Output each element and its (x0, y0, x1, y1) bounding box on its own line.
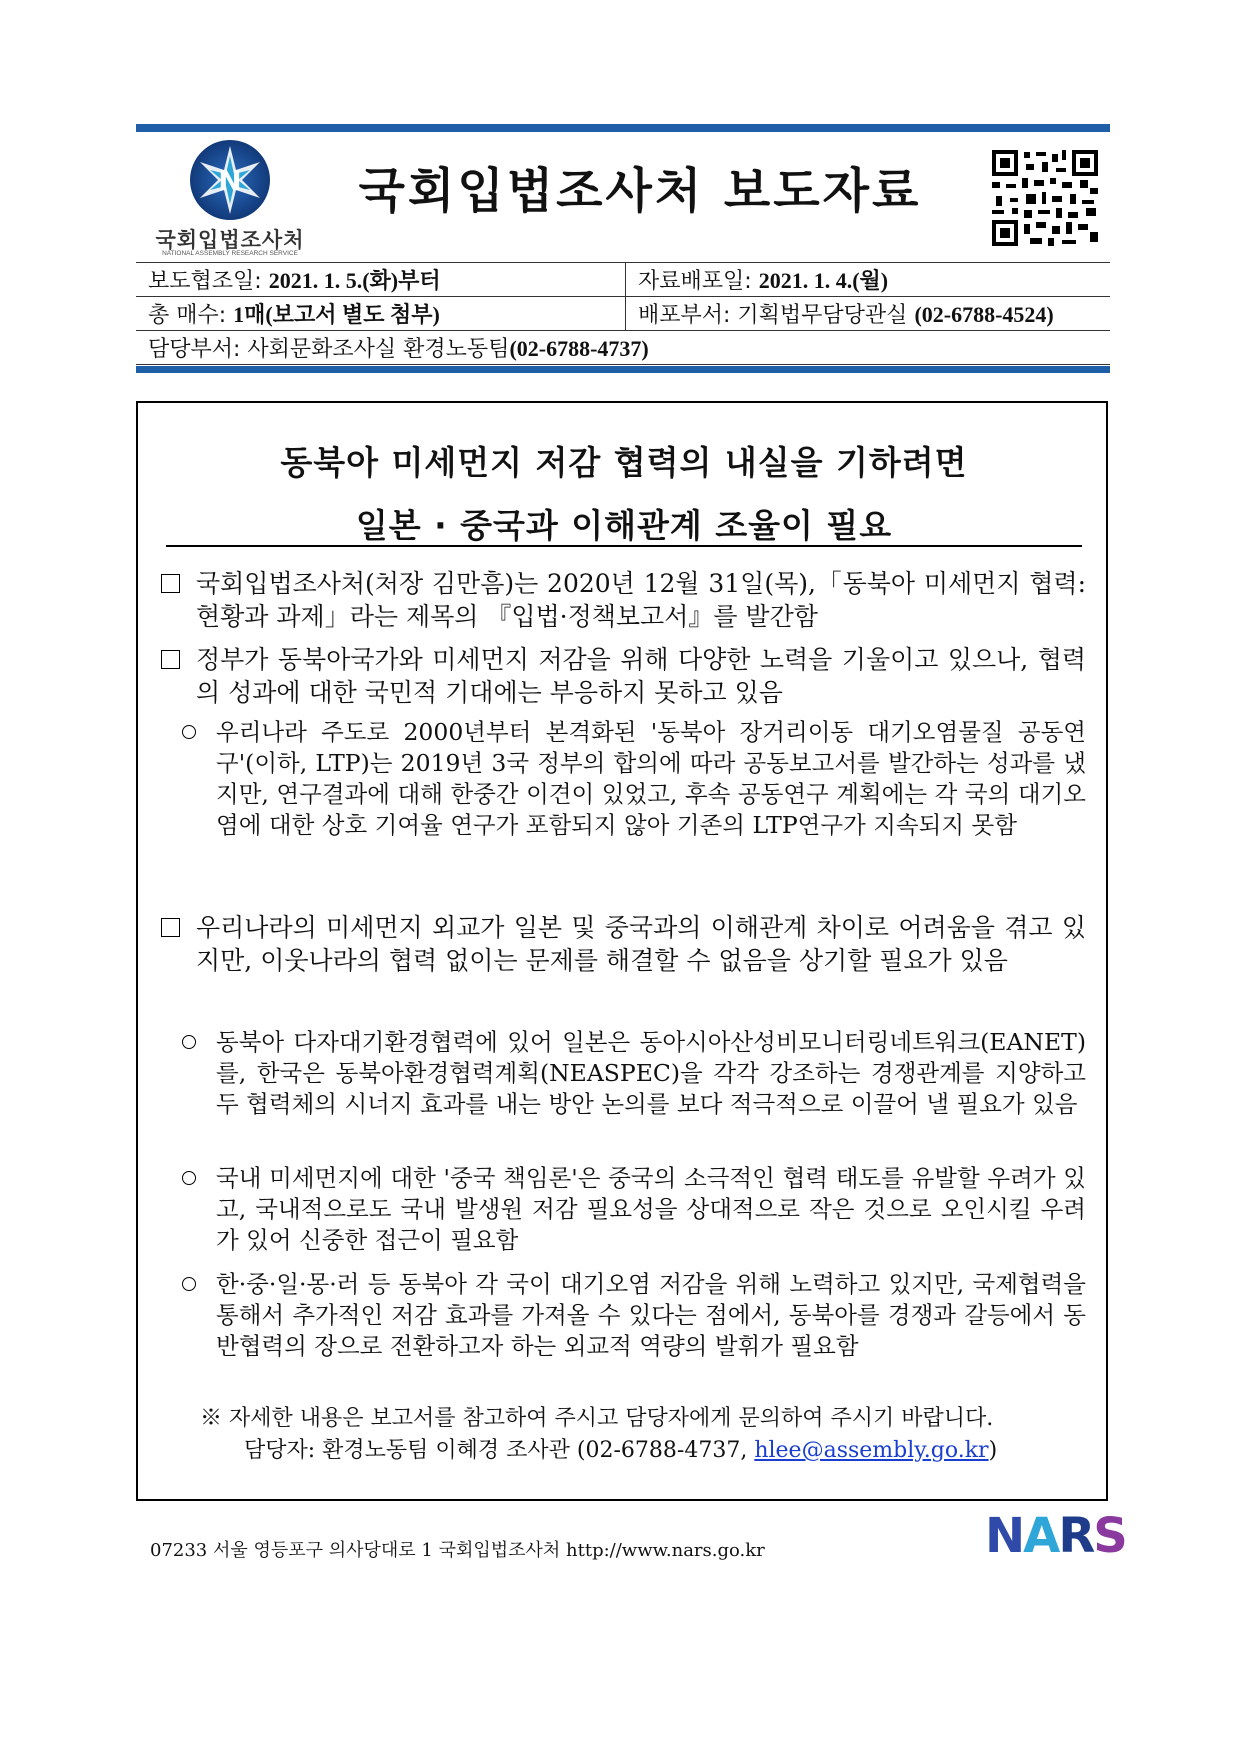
contact-person-text: 담당자: 환경노동팀 이혜경 조사관 (02-6788-4737, (244, 1438, 755, 1463)
nars-logo (150, 140, 310, 260)
distribution-dept-phone: (02-6788-4524) (914, 302, 1054, 327)
circle-bullet-icon (182, 1035, 196, 1049)
top-divider-bar (136, 124, 1110, 132)
qr-code-icon[interactable] (990, 148, 1100, 248)
circle-bullet-icon (182, 1277, 196, 1291)
nars-logo-a: A (1023, 1508, 1059, 1564)
square-bullet-icon (161, 574, 180, 593)
release-date-value: 2021. 1. 4.(월) (758, 268, 889, 293)
distribution-dept-name: 기획법무담당관실 (737, 303, 908, 328)
embargo-cell (136, 263, 626, 297)
nars-logo-s: S (1093, 1508, 1126, 1564)
contact-dept-name: 사회문화조사실 환경노동팀 (247, 337, 510, 362)
paragraph-3-sub-1-text: 동북아 다자대기환경협력에 있어 일본은 동아시아산성비모니터링네트워크(EANET)를, 한국은 동북아환경협력계획(NEASPEC)을 각각 강조하는 경쟁관계를 지양하고 두 협력체의 시너지 효과를 내는 방안 논의를 보다 적극적으로 이끌어 낼 필요가 있음 (216, 1028, 1086, 1118)
contact-dept-label: 담당부서: (148, 337, 241, 362)
paragraph-2 (196, 643, 1086, 709)
circle-bullet-icon (182, 1171, 196, 1185)
nars-footer-logo (985, 1508, 1126, 1564)
contact-dept-phone: (02-6788-4737) (509, 336, 649, 361)
headline-divider (166, 545, 1082, 547)
paragraph-1-text: 국회입법조사처(처장 김만흠)는 2020년 12월 31일(목),「동북아 미세먼지 협력: 현황과 과제」라는 제목의 『입법·정책보고서』를 발간함 (196, 569, 1086, 631)
paragraph-2-text: 정부가 동북아국가와 미세먼지 저감을 위해 다양한 노력을 기울이고 있으나, 협력의 성과에 대한 국민적 기대에는 부응하지 못하고 있음 (196, 645, 1086, 707)
page-count-value: 1매(보고서 별도 첨부) (233, 302, 440, 327)
square-bullet-icon (161, 918, 180, 937)
paragraph-3-sub-1 (216, 1027, 1086, 1120)
paragraph-3-text: 우리나라의 미세먼지 외교가 일본 및 중국과의 이해관계 차이로 어려움을 겪고 있지만, 이웃나라의 협력 없이는 문제를 해결할 수 없음을 상기할 필요가 있음 (196, 913, 1086, 975)
header-bottom-bar (136, 366, 1110, 373)
nars-logo-r: R (1058, 1508, 1094, 1564)
paragraph-3-sub-2-text: 국내 미세먼지에 대한 '중국 책임론'은 중국의 소극적인 협력 태도를 유발할 우려가 있고, 국내적으로도 국내 발생원 저감 필요성을 상대적으로 작은 것으로 오인시킬 우려가 있어 신중한 접근이 필요함 (216, 1164, 1086, 1254)
logo-org-name: 국회입법조사처 (155, 228, 305, 252)
square-bullet-icon (161, 650, 180, 669)
reference-note: ※ 자세한 내용은 보고서를 참고하여 주시고 담당자에게 문의하여 주시기 바랍니다. (200, 1406, 994, 1431)
release-info-table (136, 262, 1110, 365)
contact-dept-cell (136, 331, 1110, 365)
logo-org-name-en: NATIONAL ASSEMBLY RESEARCH SERVICE (162, 250, 298, 257)
distribution-dept-label: 배포부서: (638, 303, 731, 328)
contact-email-link[interactable]: hlee@assembly.go.kr (754, 1438, 989, 1463)
logo-emblem-icon (190, 140, 270, 220)
contact-person-line (244, 1435, 997, 1467)
page-count-cell (136, 297, 626, 331)
headline-line-1: 동북아 미세먼지 저감 협력의 내실을 기하려면 (280, 443, 968, 482)
svg-text:N: N (218, 164, 242, 197)
footer-address: 07233 서울 영등포구 의사당대로 1 국회입법조사처 http://www.nars.go.kr (150, 1540, 765, 1561)
embargo-label: 보도협조일: (148, 269, 262, 294)
release-date-label: 자료배포일: (638, 269, 752, 294)
paragraph-2-sub-1-text: 우리나라 주도로 2000년부터 본격화된 '동북아 장거리이동 대기오염물질 공동연구'(이하, LTP)는 2019년 3국 정부의 합의에 따라 공동보고서를 발간하는 성과를 냈지만, 연구결과에 대해 한중간 이견이 있었고, 후속 공동연구 계획에는 각 국의 대기오염에 대한 상호 기여율 연구가 포함되지 않아 기존의 LTP연구가 지속되지 못함 (216, 718, 1086, 839)
paragraph-3-sub-3-text: 한·중·일·몽·러 등 동북아 각 국이 대기오염 저감을 위해 노력하고 있지만, 국제협력을 통해서 추가적인 저감 효과를 가져올 수 있다는 점에서, 동북아를 경쟁과 갈등에서 동반협력의 장으로 전환하고자 하는 외교적 역량의 발휘가 필요함 (216, 1270, 1086, 1360)
page-count-label: 총 매수: (148, 303, 227, 328)
press-release-body (136, 401, 1108, 1501)
emblem-star-icon (190, 140, 270, 220)
paragraph-2-sub-1 (216, 717, 1086, 841)
paragraph-3-sub-2 (216, 1163, 1086, 1256)
embargo-value: 2021. 1. 5.(화)부터 (268, 268, 441, 293)
page-title: 국회입법조사처 보도자료 (358, 163, 922, 219)
circle-bullet-icon (182, 725, 196, 739)
distribution-dept-cell (626, 297, 1111, 331)
headline-line-2: 일본 · 중국과 이해관계 조율이 필요 (355, 506, 893, 545)
paragraph-1 (196, 567, 1086, 633)
contact-person-suffix: ) (988, 1438, 998, 1463)
nars-logo-n: N (985, 1508, 1024, 1564)
release-date-cell (626, 263, 1111, 297)
paragraph-3 (196, 911, 1086, 977)
paragraph-3-sub-3 (216, 1269, 1086, 1362)
